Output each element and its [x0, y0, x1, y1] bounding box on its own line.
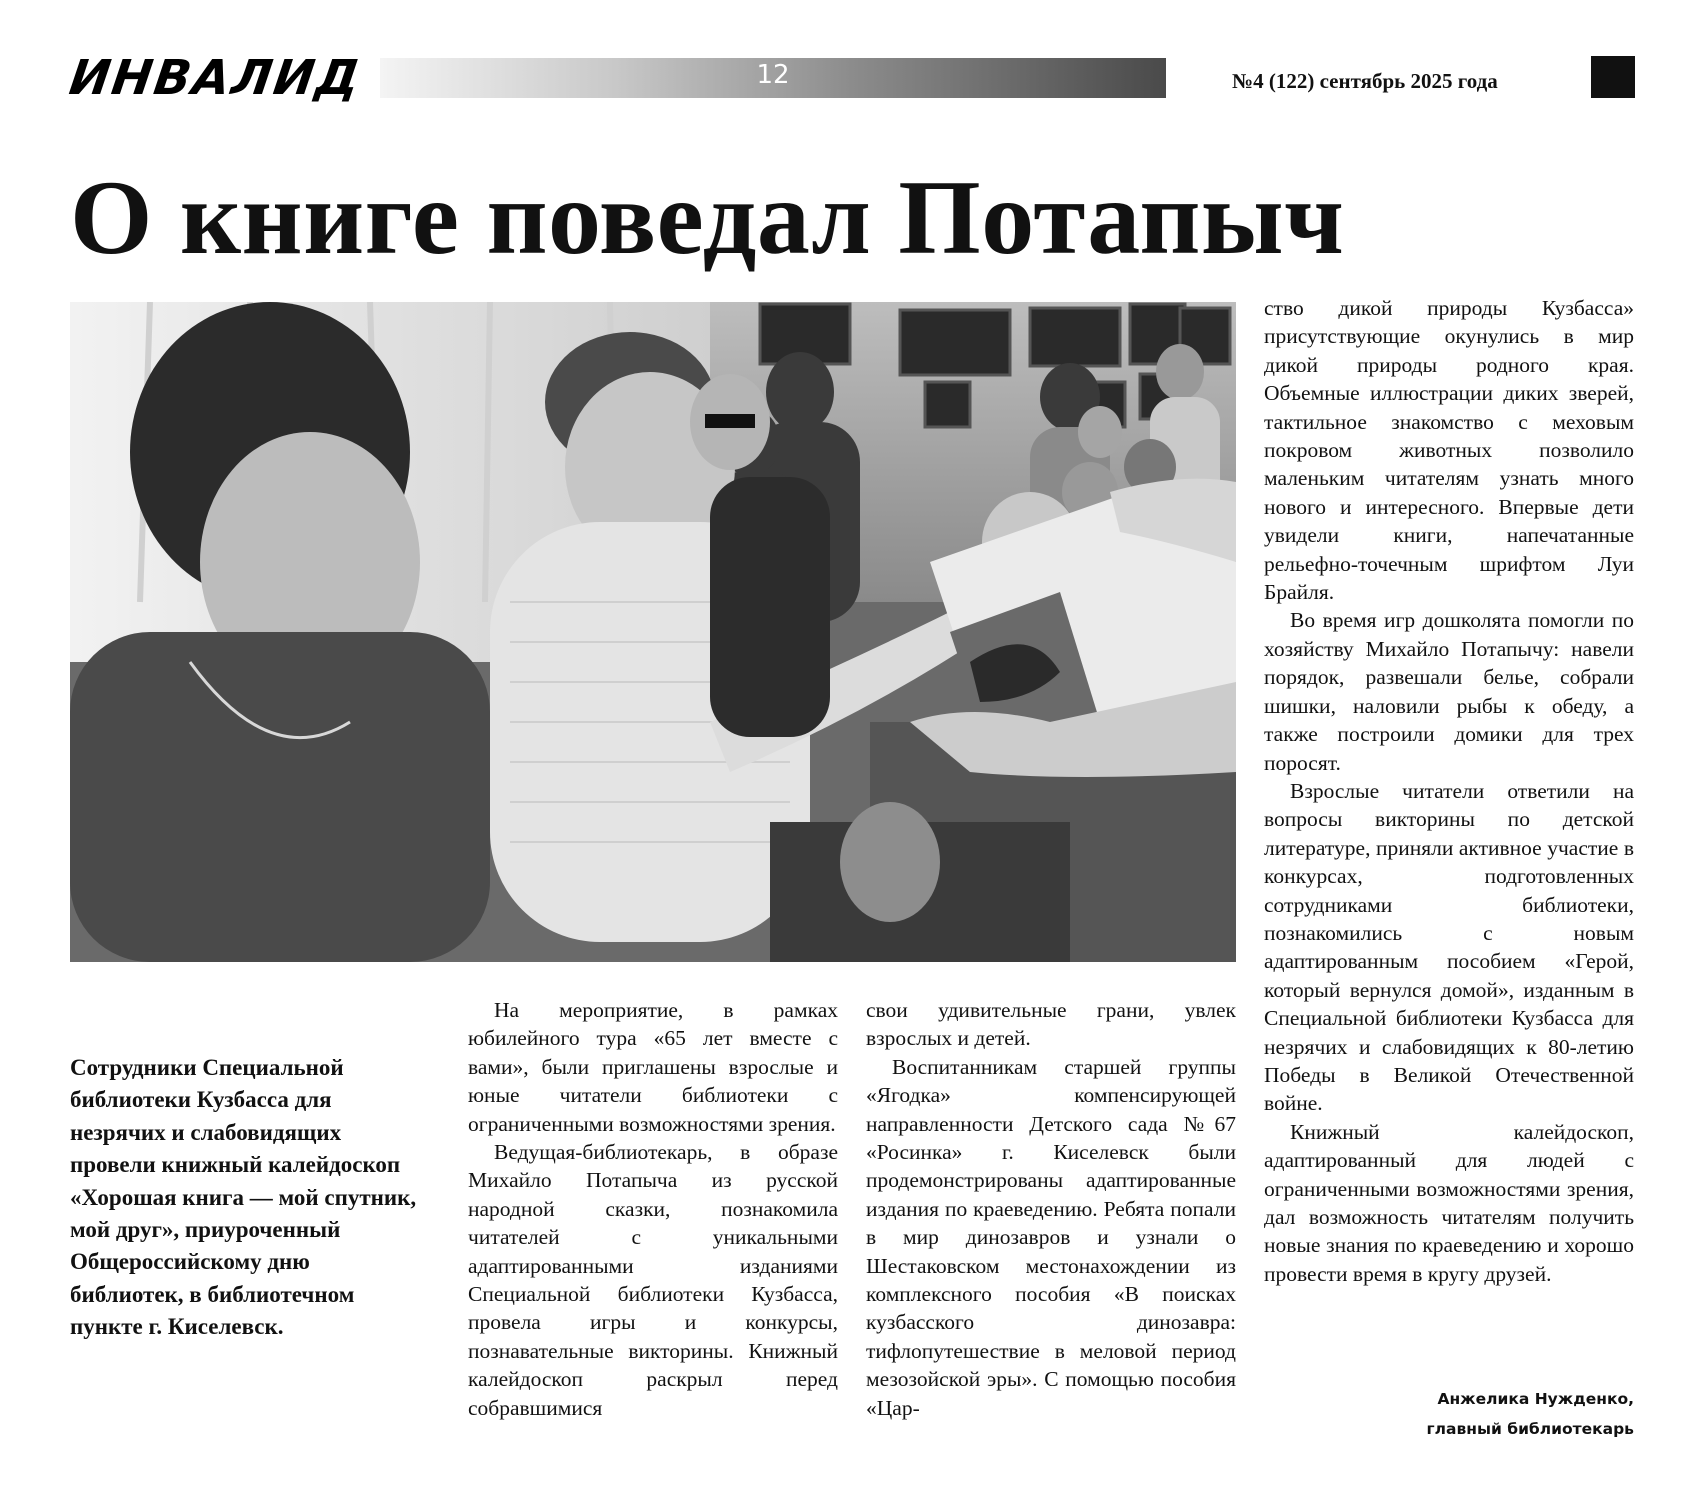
- article-headline: О книге поведал Потапыч: [70, 159, 1345, 276]
- body-paragraph: На мероприятие, в рамках юбилейного тура «65 лет вместе с вами», были приглашены взрослые и юные читатели библиотеки с ограниченными возможностями зрения.: [468, 998, 838, 1136]
- body-paragraph: свои удивительные грани, увлек взрослых и детей.: [866, 998, 1236, 1051]
- body-paragraph: Воспитанникам старшей группы «Ягодка» компенсирующей направленности Детского сада №67 «Росинка» г. Киселевск были продемонстрированы адаптированные издания по краеведению. Ребята попали в мир динозавров и узнали о Шестаковском местонахождении из комплексного пособия «В поисках кузбасского динозавра: тифлопутешествие в меловой период мезозойской эры». С помощью пособия «Цар-: [866, 1054, 1236, 1420]
- author-signature: [1264, 1384, 1634, 1444]
- page-number: 12: [756, 60, 790, 90]
- article-photo: [70, 302, 1236, 962]
- article-lead: [70, 1052, 428, 1344]
- photo-illustration: [70, 302, 1236, 962]
- issue-info: №4 (122) сентябрь 2025 года: [1232, 69, 1498, 93]
- corner-marker: [1591, 56, 1635, 98]
- page-number-bar: [380, 58, 1166, 98]
- body-paragraph: Ведущая-библиотекарь, в образе Михайло Потапыча из русской народной сказки, познакомила читателей с уникальными адаптированными изданиями Специальной библиотеки Кузбасса, провела игры и конкурсы, познавательные викторины. Книжный калейдоскоп раскрыл перед собравшимися: [468, 1140, 838, 1420]
- text-column-2: [866, 996, 1236, 1422]
- text-column-1: [468, 996, 838, 1422]
- body-paragraph: ство дикой природы Кузбасса» присутствующие окунулись в мир дикой природы родного края. Объемные иллюстрации диких зверей, тактильное знакомство с меховым покровом животных позволило маленьким читателям узнать много нового и интересного. Впервые дети увидели книги, напечатанные рельефно-точечным шрифтом Луи Брайля.: [1264, 296, 1634, 605]
- author-name: Анжелика Нужденко,: [1437, 1390, 1634, 1408]
- text-column-3: [1264, 294, 1634, 1288]
- body-paragraph: Книжный калейдоскоп, адаптированный для людей с ограниченными возможностями зрения, дал возможность читателям получить новые знания по краеведению и хорошо провести время в кругу друзей.: [1264, 1119, 1634, 1286]
- author-role: главный библиотекарь: [1426, 1420, 1634, 1438]
- body-paragraph: Взрослые читатели ответили на вопросы викторины по детской литературе, приняли активное участие в конкурсах, подготовленных сотрудниками библиотеки, познакомились с новым адаптированным пособием «Герой, который вернулся домой», изданным в Специальной библиотеки Кузбасса для незрячих и слабовидящих к 80-летию Победы в Великой Отечественной войне.: [1264, 778, 1634, 1116]
- lead-paragraph: Сотрудники Специальной библиотеки Кузбасса для незрячих и слабовидящих провели книжный калейдоскоп «Хорошая книга — мой спутник, мой друг», приуроченный Общероссийскому дню библиотек, в библиотечном пункте г. Киселевск.: [70, 1055, 417, 1340]
- body-paragraph: Во время игр дошколята помогли по хозяйству Михайло Потапычу: навели порядок, развешали белье, собрали шишки, наловили рыбы к обеду, а также построили домики для трех поросят.: [1264, 608, 1634, 775]
- newspaper-logo: ИНВАЛИД: [66, 50, 365, 106]
